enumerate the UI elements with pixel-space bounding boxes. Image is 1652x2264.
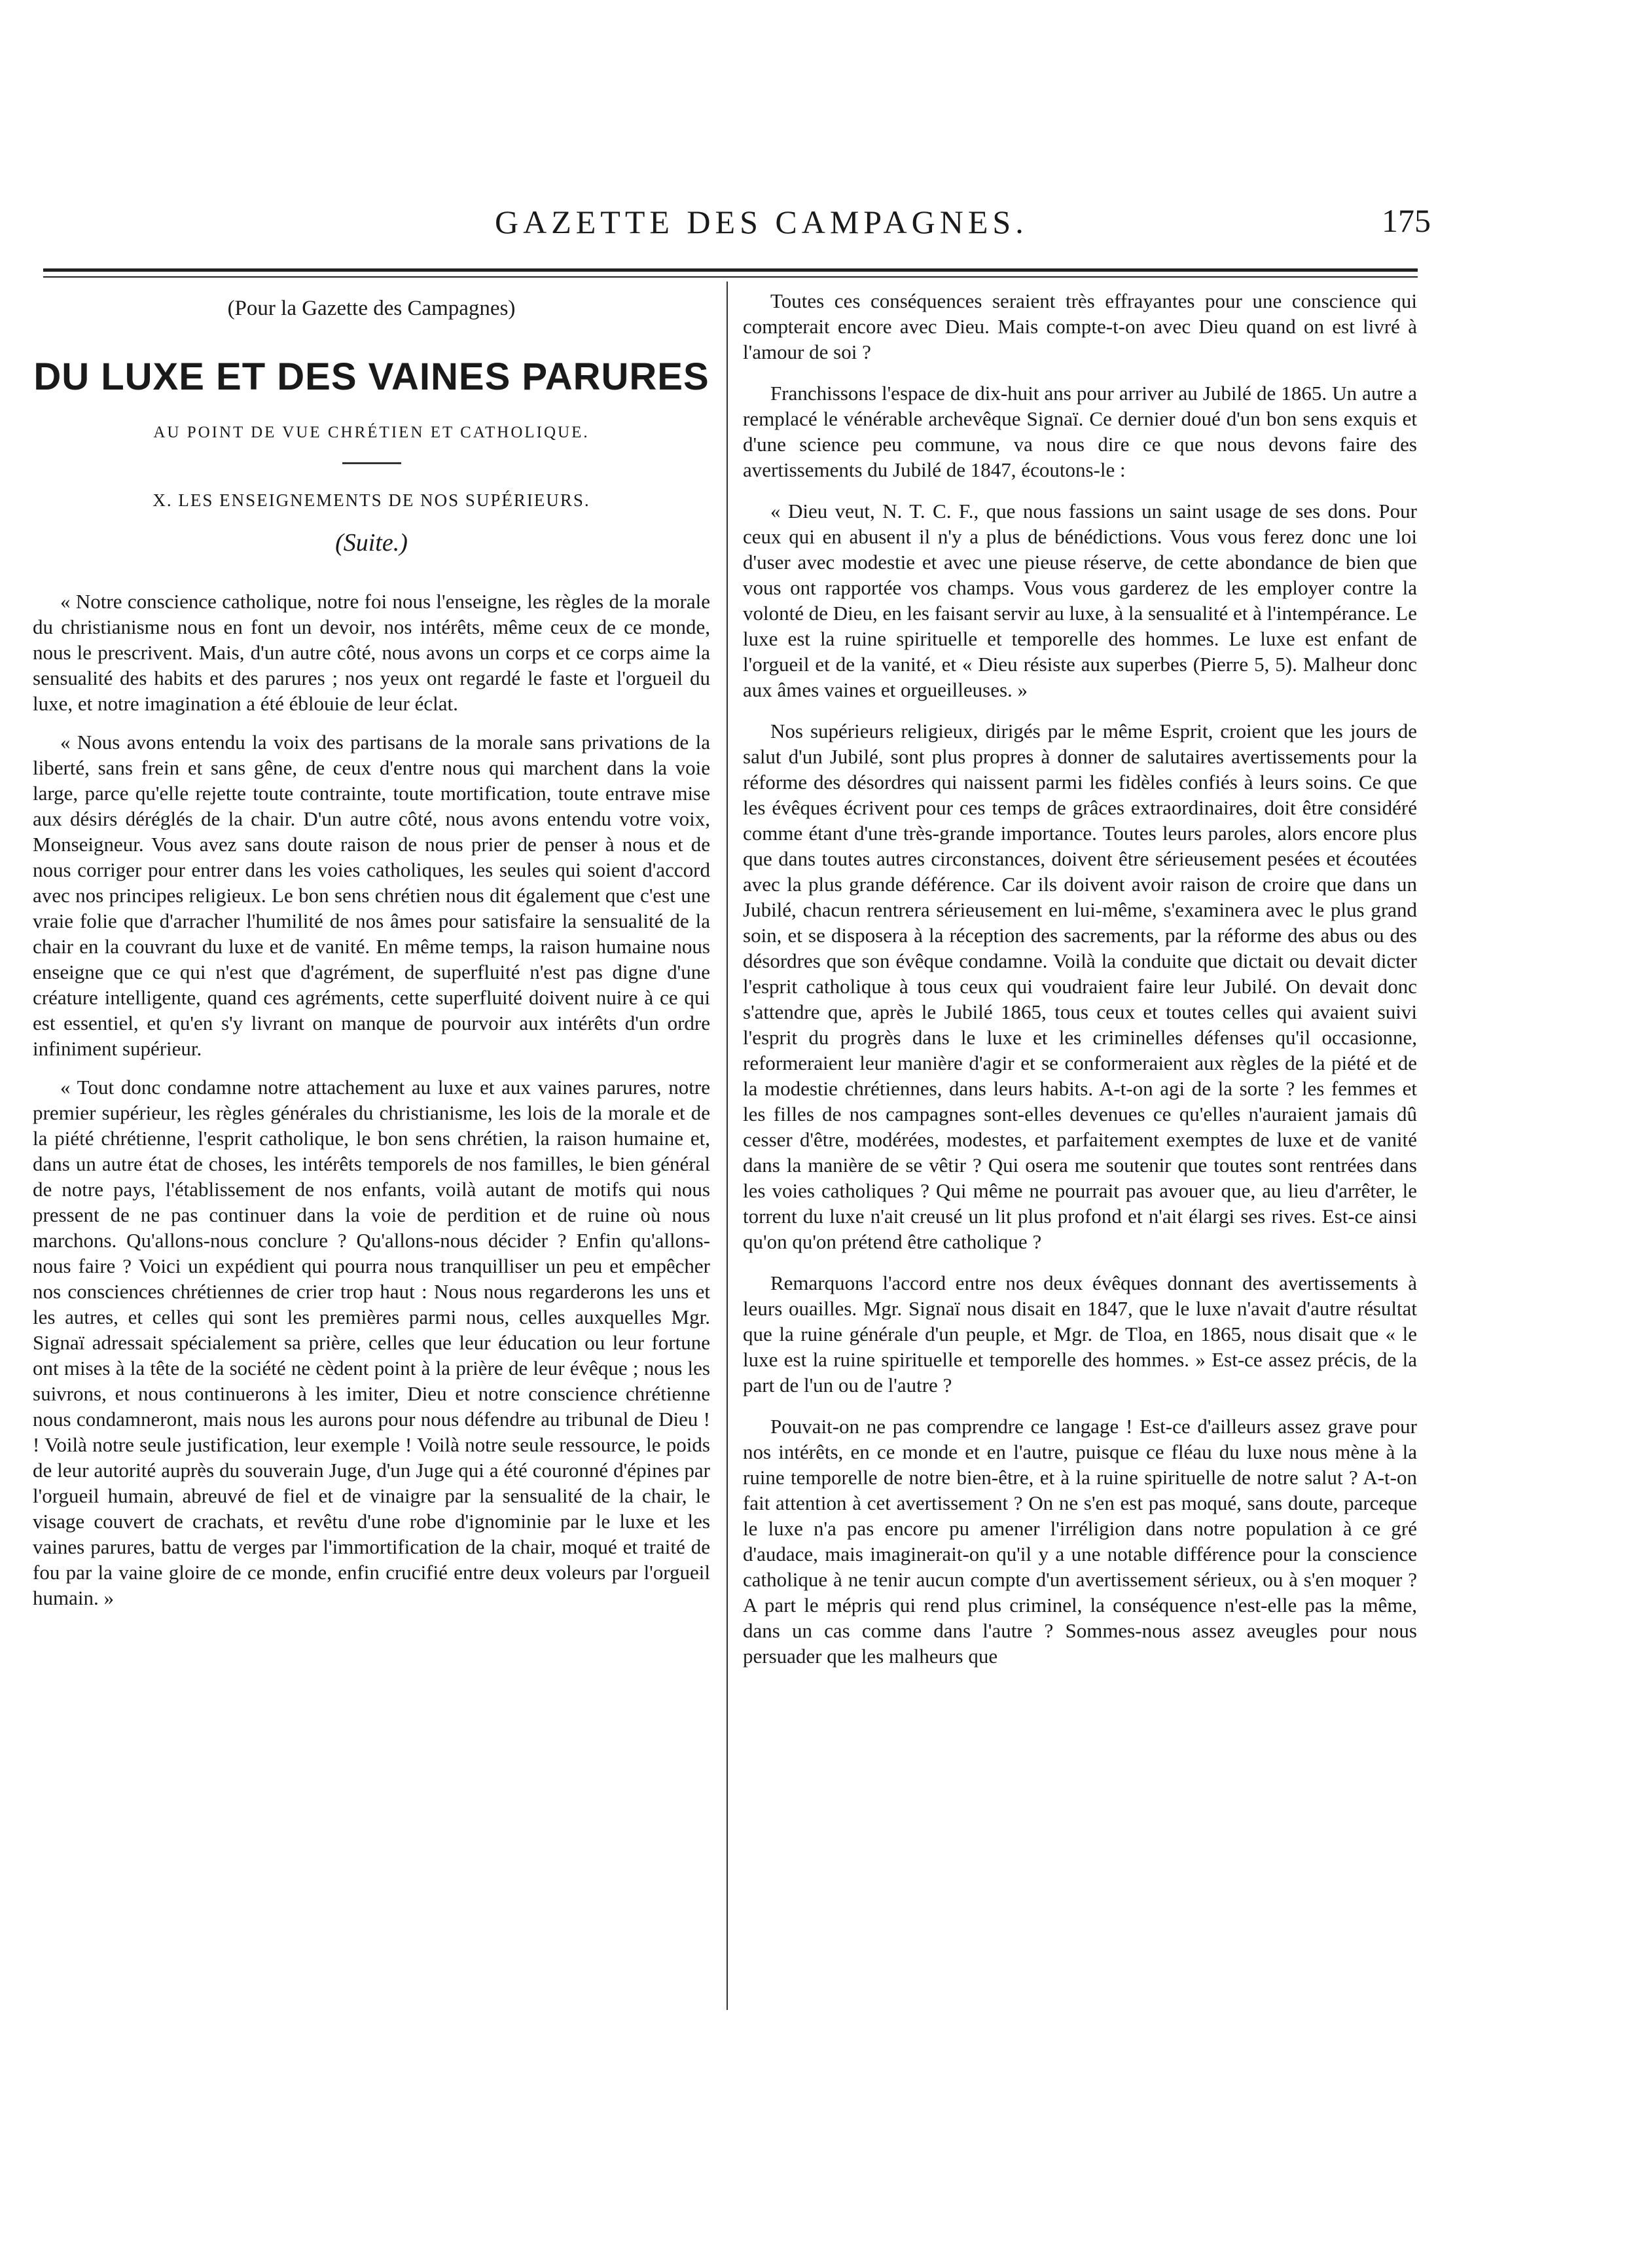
paragraph: Pouvait-on ne pas comprendre ce langage ! Est-ce d'ailleurs assez grave pour nos intérêts, en ce monde et en l'autre, puisque ce fléau du luxe nous mène à la ruine temporelle de notre bien-être, et à la ruine spirituelle de notre salut ? A-t-on fait attention à cet avertissement ? On ne s'en est pas moqué, sans doute, parceque le luxe n'a pas encore pu amener l'irréligion dans notre population à ce gré d'audace, mais imaginerait-on qu'il y a une notable différence pour la conscience catholique à ne tenir aucun compte d'un avertissement sérieux, ou à s'en moquer ? A part le mépris qui rend plus criminel, la conséquence n'est-elle pas la même, dans un cas comme dans l'autre ? Sommes-nous assez aveugles pour nous persuader que les malheurs que — [743, 1415, 1417, 1668]
header-rule-thick — [43, 268, 1418, 272]
left-column — [33, 288, 710, 1624]
page-number: 175 — [1382, 202, 1431, 239]
article-subtitle: AU POINT DE VUE CHRÉTIEN ET CATHOLIQUE. — [153, 424, 590, 441]
newspaper-title: GAZETTE DES CAMPAGNES. — [495, 204, 1028, 240]
paragraph: « Tout donc condamne notre attachement au luxe et aux vaines parures, notre premier supérieur, les règles générales du christianisme, les lois de la morale et de la piété chrétienne, l'esprit catholique, le bon sens chrétien, la raison humaine et, dans un autre état de choses, les intérêts temporels de nos familles, le bien général de notre pays, l'établissement de nos enfants, voilà autant de motifs qui nous pressent de ne pas continuer dans la voie de perdition et de ruine où nous marchons. Qu'allons-nous conclure ? Qu'allons-nous décider ? Enfin qu'allons-nous faire ? Voici un expédient qui pourra nous tranquilliser un peu et empêcher nos consciences chrétiennes de crier trop haut : Nous nous regarderons les uns et les autres, et celles qui sont les premières parmi nous, celles auxquelles Mgr. Signaï adressait spécialement sa prière, celles que leur éducation ou leur fortune ont mises à la tête de la société ne cèdent point à la prière de leur évêque ; nous les suivrons, et nous continuerons à les imiter, Dieu et notre conscience chrétienne nous condamneront, mais nous les aurons pour nous défendre au tribunal de Dieu ! ! Voilà notre seule justification, leur exemple ! Voilà notre seule ressource, le poids de leur autorité auprès du souverain Juge, d'un Juge qui a été couronné d'épines par l'orgueil humain, abreuvé de fiel et de vinaigre par la sensualité de la chair, le visage couvert de crachats, et revêtu d'une robe d'ignominie par le luxe et les vaines parures, battu de verges par l'immortification de la chair, moqué et traité de fou par la vaine gloire de ce monde, enfin crucifié entre deux voleurs par l'orgueil humain. » — [33, 1076, 710, 1609]
paragraph: « Notre conscience catholique, notre foi nous l'enseigne, les règles de la morale du christianisme nous en font un devoir, nos intérêts, même ceux de ce monde, nous le prescrivent. Mais, d'un autre côté, nous avons un corps et ce corps aime la sensualité des habits et des parures ; nos yeux ont regardé le faste et l'orgueil du luxe, et notre imagination a été éblouie de leur éclat. — [33, 590, 710, 715]
article-title: DU LUXE ET DES VAINES PARURES — [33, 356, 709, 398]
continued-label: (Suite.) — [335, 529, 408, 557]
right-column — [743, 288, 1417, 1685]
paragraph: Franchissons l'espace de dix-huit ans pour arriver au Jubilé de 1865. Un autre a remplacé le vénérable archevêque Signaï. Ce dernier doué d'un bon sens exquis et d'une science peu commune, va nous dire ce que nous devons faire des avertissements du Jubilé de 1847, écoutons-le : — [743, 382, 1417, 481]
page-header — [43, 196, 1431, 249]
title-rule — [342, 462, 401, 464]
paragraph: Nos supérieurs religieux, dirigés par le même Esprit, croient que les jours de salut d'un Jubilé, sont plus propres à donner de salutaires avertissements pour la réforme des désordres qui naissent parmi les fidèles confiés à leurs soins. Ce que les évêques écrivent pour ces temps de grâces extraordinaires, doit être considéré comme étant d'une très-grande importance. Toutes leurs paroles, alors encore plus que dans toutes autres circonstances, doivent être sérieusement pesées et écoutées avec la plus grande déférence. Car ils doivent avoir raison de croire que dans un Jubilé, chacun rentrera sérieusement en lui-même, s'examinera avec le plus grand soin, et se disposera à la réception des sacrements, par la réforme des abus ou des désordres que son évêque condamne. Voilà la conduite que dictait ou devait dicter l'esprit catholique à tous ceux qui voudraient faire leur Jubilé. On devait donc s'attendre que, après le Jubilé 1865, tous ceux et toutes celles qui avaient suivi l'esprit du progrès dans le luxe et les criminelles défenses qu'il occasionne, reformeraient leur manière d'agir et se conformeraient aux règles de la piété et de la modestie chrétiennes, dans leurs habits. A-t-on agi de la sorte ? les femmes et les filles de nos campagnes sont-elles devenues ce qu'elles n'auraient jamais dû cesser d'être, modérées, modestes, et parfaitement exemptes de luxe et de vanité dans la manière de se vêtir ? Qui osera me soutenir que toutes sont rentrées dans les voies catholiques ? Qui même ne pourrait pas avouer que, au lieu d'arrêter, le torrent du luxe n'ait creusé un lit plus profond et n'ait élargi ses rives. Est-ce ainsi qu'on qu'on prétend être catholique ? — [743, 720, 1417, 1253]
header-rule-thin — [43, 276, 1418, 278]
paragraph: Toutes ces conséquences seraient très effrayantes pour une conscience qui compterait encore avec Dieu. Mais compte-t-on avec Dieu quand on est livré à l'amour de soi ? — [743, 289, 1417, 363]
paragraph: « Nous avons entendu la voix des partisans de la morale sans privations de la liberté, sans frein et sans gêne, de ceux d'entre nous qui marchent dans la voie large, parce qu'elle rejette toute contrainte, toute mortification, toute entrave mise aux désirs déréglés de la chair. D'un autre côté, nous avons entendu votre voix, Monseigneur. Vous avez sans doute raison de nous prier de penser à nous et de nous corriger pour entrer dans les voies catholiques, les seules qui soient d'accord avec nos principes religieux. Le bon sens chrétien nous dit également que c'est une vraie folie que d'arracher l'humilité de nos âmes pour satisfaire la sensualité de la chair en la couvrant du luxe et de vanité. En même temps, la raison humaine nous enseigne que ce qui n'est que d'agrément, de superfluité n'est pas digne d'une créature intelligente, quand ces agréments, cette superfluité doivent nuire à ce qui est essentiel, et qu'en s'y livrant on manque de pourvoir aux intérêts d'un ordre infiniment supérieur. — [33, 731, 710, 1060]
paragraph: Remarquons l'accord entre nos deux évêques donnant des avertissements à leurs ouailles. Mgr. Signaï nous disait en 1847, que le luxe n'avait d'autre résultat que la ruine générale d'un peuple, et Mgr. de Tloa, en 1865, nous disait que « le luxe est la ruine spirituelle et temporelle des hommes. » Est-ce assez précis, de la part de l'un ou de l'autre ? — [743, 1271, 1417, 1397]
section-heading: X. LES ENSEIGNEMENTS DE NOS SUPÉRIEURS. — [153, 490, 590, 510]
source-note: (Pour la Gazette des Campagnes) — [227, 297, 516, 320]
column-divider — [727, 282, 728, 2010]
paragraph: « Dieu veut, N. T. C. F., que nous fassions un saint usage de ses dons. Pour ceux qui en abusent il n'y a plus de bénédictions. Vous vous ferez donc une loi d'user avec modestie et avec une pieuse réserve, de cette abondance de bien que vous ont rapportée vos champs. Vous vous garderez de les employer contre la volonté de Dieu, en les faisant servir au luxe, à la sensualité et à l'intempérance. Le luxe est la ruine spirituelle et temporelle des hommes. Le luxe est enfant de l'orgueil et de la vanité, et « Dieu résiste aux superbes (Pierre 5, 5). Malheur donc aux âmes vaines et orgueilleuses. » — [743, 500, 1417, 701]
